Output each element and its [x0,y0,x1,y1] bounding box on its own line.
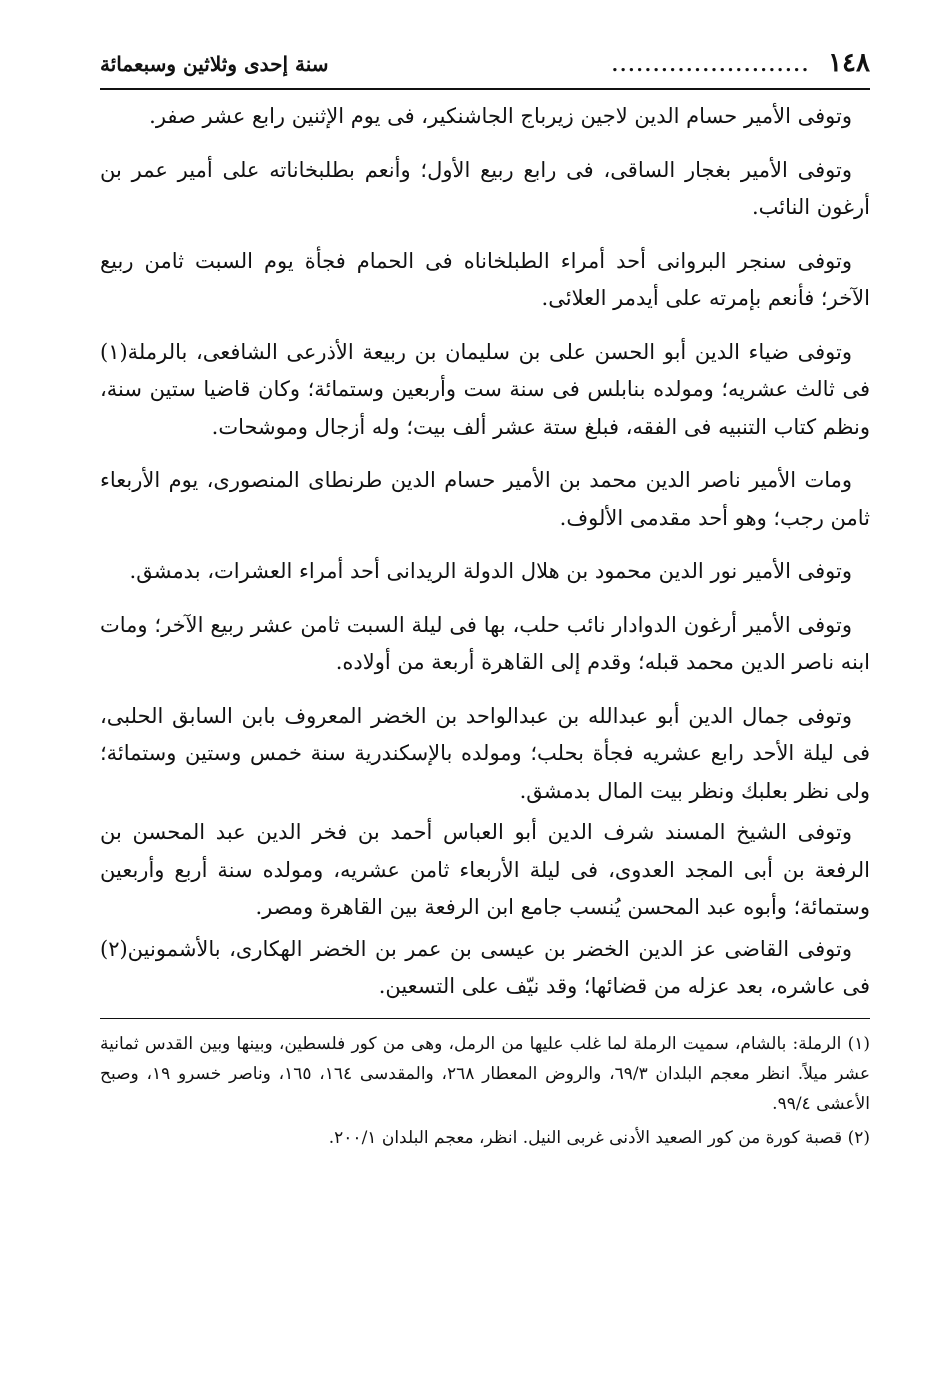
page-header [100,48,870,90]
paragraph: وتوفى الأمير أرغون الدوادار نائب حلب، بها فى ليلة السبت ثامن عشر ربيع الآخر؛ ومات ابنه ناصر الدين محمد قبله؛ وقدم إلى القاهرة أربعة من أولاده. [100,612,870,674]
paragraph: وتوفى الشيخ المسند شرف الدين أبو العباس أحمد بن فخر الدين عبد المحسن بن الرفعة بن أبى المجد العدوى، فى ليلة الأربعاء ثامن عشريه، ومولده سنة أربع وأربعين وستمائة؛ وأبوه عبد المحسن يُنسب جامع ابن الرفعة بين القاهرة ومصر. [100,820,870,919]
paragraph: وتوفى جمال الدين أبو عبدالله بن عبدالواحد بن الخضر المعروف بابن السابق الحلبى، فى ليلة الأحد رابع عشريه فجأة بحلب؛ ومولده بالإسكندرية سنة خمس وستين وستمائة؛ ولى نظر بعلبك ونظر بيت المال بدمشق. [100,703,870,803]
page-number: ١٤٨ [828,48,870,78]
paragraph: ومات الأمير ناصر الدين محمد بن الأمير حسام الدين طرنطاى المنصورى، يوم الأربعاء ثامن رجب؛ وهو أحد مقدمى الألوف. [100,468,870,530]
paragraph: وتوفى سنجر البروانى أحد أمراء الطبلخاناه فى الحمام فجأة يوم السبت ثامن ربيع الآخر؛ فأنعم بإمرته على أيدمر العلائى. [100,248,870,310]
paragraph: وتوفى الأمير بغجار الساقى، فى رابع ربيع الأول؛ وأنعم بطلبخاناته على أمير عمر بن أرغون النائب. [100,157,870,219]
page-body [100,98,870,1006]
paragraph: وتوفى الأمير حسام الدين لاجين زيرباج الجاشنكير، فى يوم الإثنين رابع عشر صفر. [149,104,852,128]
book-page [100,48,870,1157]
footnote: (٢) قصبة كورة من كور الصعيد الأدنى غربى النيل. انظر، معجم البلدان ٢٠٠/١. [328,1127,870,1148]
paragraph: وتوفى ضياء الدين أبو الحسن على بن سليمان بن ربيعة الأذرعى الشافعى، بالرملة(١) فى ثالث عشريه؛ ومولده بنابلس فى سنة ست وأربعين وستمائة؛ وكان قاضيا ستين سنة، ونظم كتاب التنبيه فى الفقه، فبلغ ستة عشر ألف بيت؛ وله أزجال وموشحات. [100,339,870,439]
paragraph: وتوفى القاضى عز الدين الخضر بن عيسى بن عمر بن الخضر الهكارى، بالأشمونين(٢) فى عاشره، بعد عزله من قضائها؛ وقد نيّف على التسعين. [100,936,870,998]
footnote-separator [100,1018,870,1019]
footnotes [100,1029,870,1153]
paragraph: وتوفى الأمير نور الدين محمود بن هلال الدولة الريدانى أحد أمراء العشرات، بدمشق. [129,559,852,583]
header-leader-dots: ........................ [611,55,811,76]
footnote: (١) الرملة: بالشام، سميت الرملة لما غلب عليها من الرمل، وهى من كور فلسطين، وبينها وبين القدس ثمانية عشر ميلاً. انظر معجم البلدان ٦٩/٣، والروض المعطار ٢٦٨، والمقدسى ١٦٤، ١٦٥، وناصر خسرو ١٩، وصبح الأعشى ٩٩/٤. [100,1033,870,1114]
running-title: سنة إحدى وثلاثين وسبعمائة [100,52,329,76]
